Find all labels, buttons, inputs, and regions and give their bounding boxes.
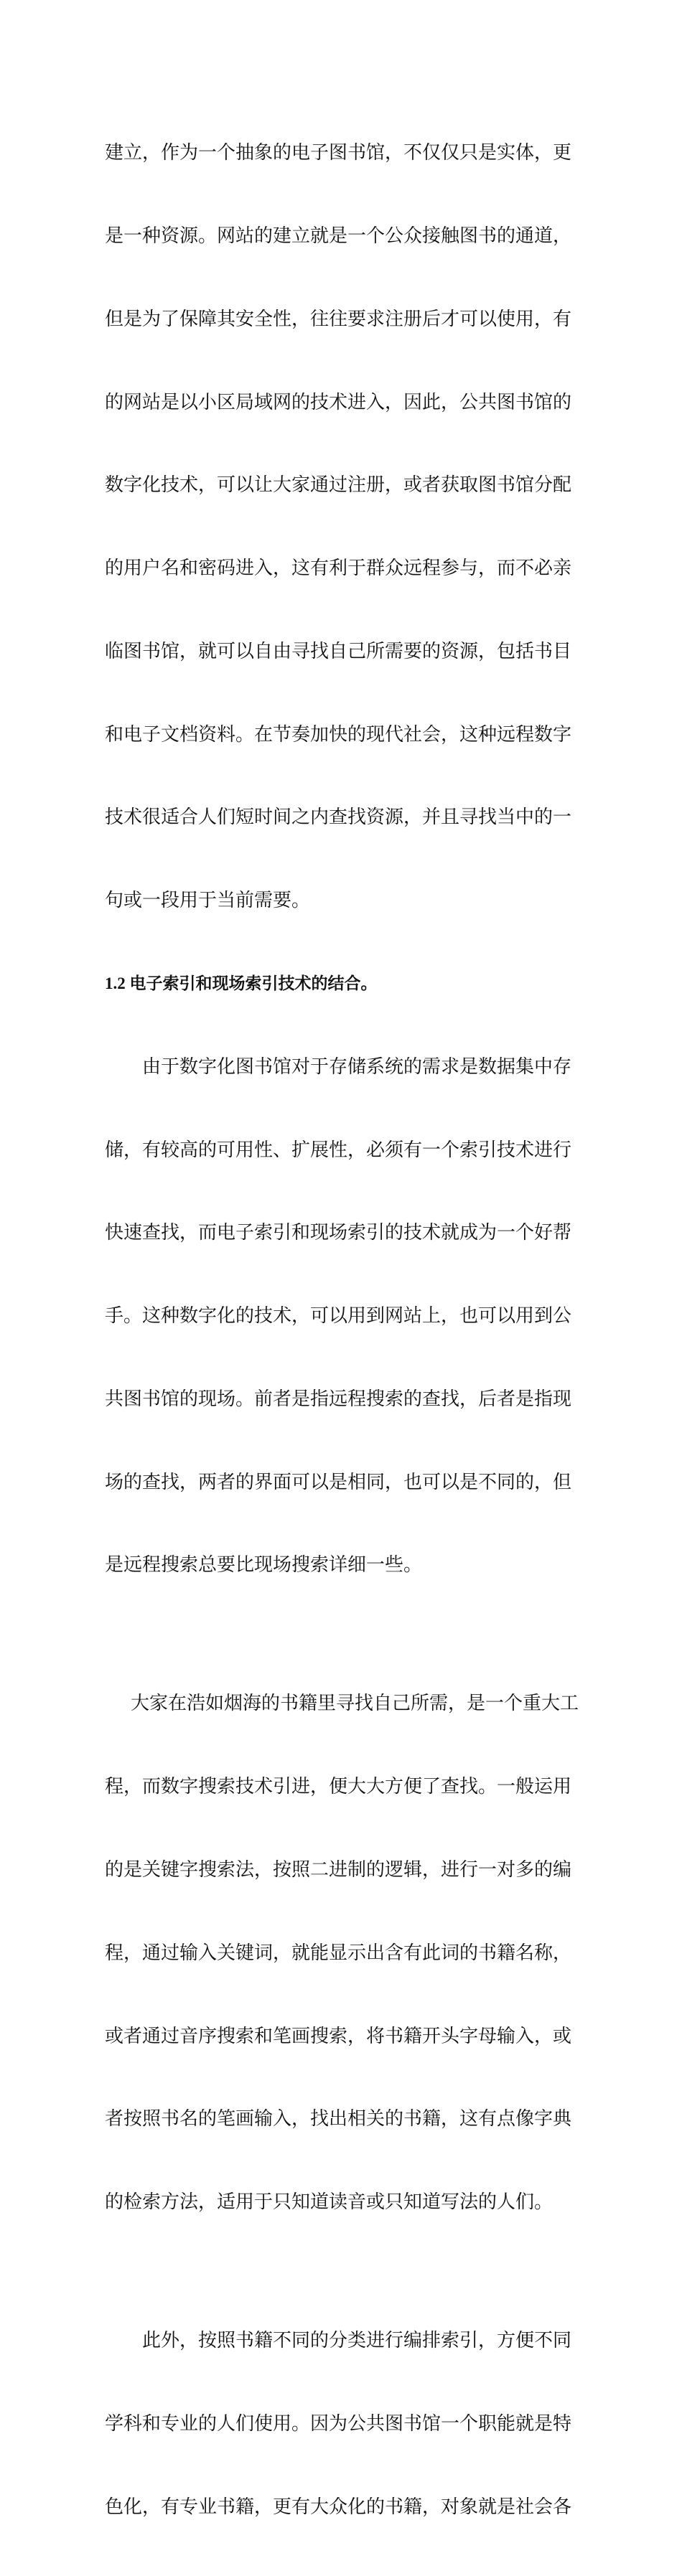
text-line: 的检索方法，适用于只知道读音或只知道写法的人们。 <box>105 2191 553 2214</box>
text-line: 的网站是以小区局域网的技术进入，因此，公共图书馆的 <box>105 391 572 413</box>
text-line: 大家在浩如烟海的书籍里寻找自己所需，是一个重大工 <box>131 1693 579 1715</box>
text-line: 手。这种数字化的技术，可以用到网站上，也可以用到公 <box>105 1305 572 1327</box>
paragraph-index-technology <box>105 998 583 1635</box>
text-line: 程，通过输入关键词，就能显示出含有此词的书籍名称， <box>105 1942 572 1964</box>
text-line: 的用户名和密码进入，这有利于群众远程参与，而不必亲 <box>105 558 572 580</box>
text-line: 但是为了保障其安全性，往往要求注册后才可以使用，有 <box>105 308 572 330</box>
text-line: 场的查找，两者的界面可以是相同，也可以是不同的，但 <box>105 1471 572 1493</box>
text-line: 临图书馆，就可以自由寻找自己所需要的资源，包括书目 <box>105 640 572 662</box>
text-line: 的是关键字搜索法，按照二进制的逻辑，进行一对多的编 <box>105 1859 572 1881</box>
paragraph-keyword-search <box>105 1635 583 2272</box>
text-line: 快速查找，而电子索引和现场索引的技术就成为一个好帮 <box>105 1222 572 1244</box>
section-heading: 1.2 电子索引和现场索引技术的结合。 <box>105 974 378 992</box>
text-line: 建立，作为一个抽象的电子图书馆，不仅仅只是实体，更 <box>105 142 572 164</box>
text-line: 是远程搜索总要比现场搜索详细一些。 <box>105 1554 423 1576</box>
text-line: 或者通过音序搜索和笔画搜索，将书籍开头字母输入，或 <box>105 2025 572 2047</box>
paragraph-classification <box>105 2272 583 2576</box>
text-line: 储，有较高的可用性、扩展性，必须有一个索引技术进行 <box>105 1139 572 1161</box>
text-line: 此外，按照书籍不同的分类进行编排索引，方便不同 <box>142 2330 572 2352</box>
text-line: 程，而数字搜索技术引进，便大大方便了查找。一般运用 <box>105 1776 572 1798</box>
text-line: 学科和专业的人们使用。因为公共图书馆一个职能就是特 <box>105 2412 572 2435</box>
text-line: 句或一段用于当前需要。 <box>105 890 311 912</box>
paragraph-continued <box>105 84 583 970</box>
text-line: 者按照书名的笔画输入，找出相关的书籍，这有点像字典 <box>105 2108 572 2130</box>
text-line: 色化，有专业书籍，更有大众化的书籍，对象就是社会各 <box>105 2496 572 2518</box>
text-line: 技术很适合人们短时间之内查找资源，并且寻找当中的一 <box>105 807 572 829</box>
text-line: 由于数字化图书馆对于存储系统的需求是数据集中存 <box>142 1056 572 1078</box>
text-line: 和电子文档资料。在节奏加快的现代社会，这种远程数字 <box>105 723 572 746</box>
document-body <box>105 84 583 2576</box>
text-line: 数字化技术，可以让大家通过注册，或者获取图书馆分配 <box>105 474 572 497</box>
text-line: 共图书馆的现场。前者是指远程搜索的查找，后者是指现 <box>105 1388 572 1410</box>
text-line: 是一种资源。网站的建立就是一个公众接触图书的通道， <box>105 225 572 247</box>
